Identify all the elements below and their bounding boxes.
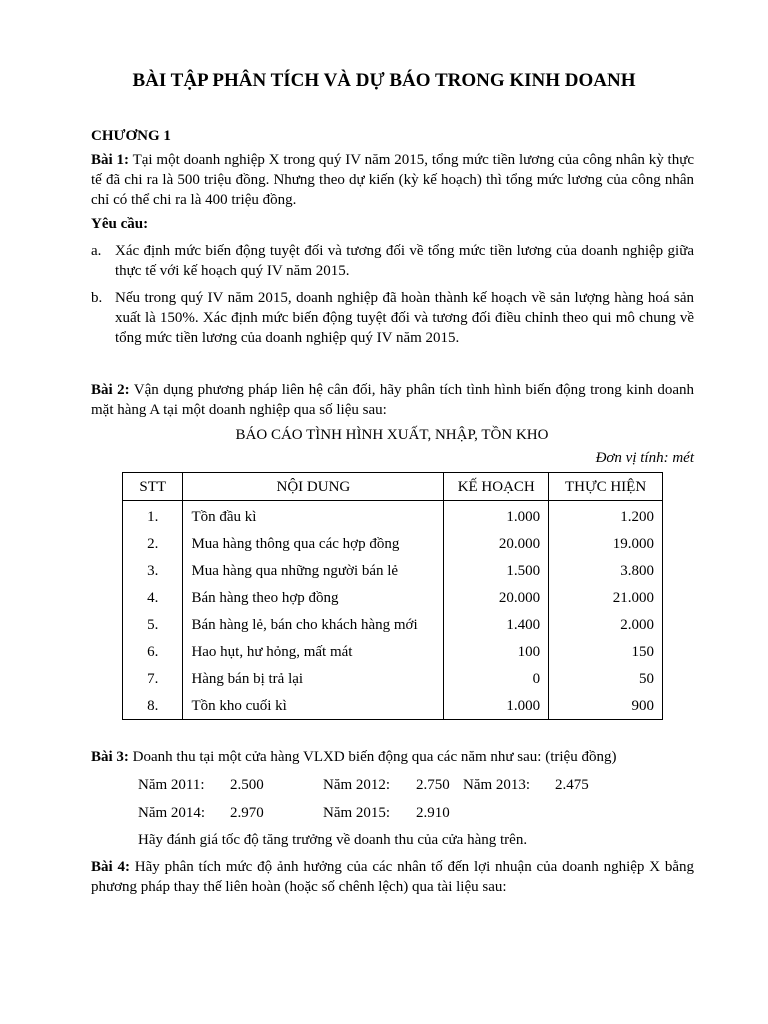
table-row [123, 638, 663, 665]
table-row [123, 557, 663, 584]
cell-content: Hao hụt, hư hỏng, mất mát [183, 638, 444, 665]
exercise-3-text: Doanh thu tại một cửa hàng VLXD biến động qua các năm như sau: (triệu đồng) [132, 749, 617, 765]
exercise-2-label: Bài 2: [91, 382, 130, 398]
exercise-4 [91, 857, 694, 897]
cell-stt: 3. [123, 557, 183, 584]
cell-content: Mua hàng thông qua các hợp đồng [183, 530, 444, 557]
requirement-a-text: Xác định mức biến động tuyệt đối và tương đối về tổng mức tiền lương của doanh nghiệp giữa thực tế với kế hoạch quý IV năm 2015. [115, 243, 694, 279]
header-plan: KẾ HOẠCH [444, 473, 549, 501]
cell-actual: 1.200 [549, 501, 663, 531]
exercise-2 [91, 380, 694, 420]
year-value: 2.970 [230, 805, 264, 821]
cell-actual: 150 [549, 638, 663, 665]
exercise-3-question: Hãy đánh giá tốc độ tăng trưởng về doanh thu của cửa hàng trên. [138, 832, 528, 848]
year-value: 2.910 [416, 805, 450, 821]
cell-actual: 900 [549, 692, 663, 720]
exercise-4-label: Bài 4: [91, 859, 130, 875]
document-title: BÀI TẬP PHÂN TÍCH VÀ DỰ BÁO TRONG KINH DOANH [132, 70, 636, 91]
cell-plan: 20.000 [444, 584, 549, 611]
year-value: 2.500 [230, 777, 264, 793]
cell-content: Hàng bán bị trả lại [183, 665, 444, 692]
requirement-a-marker: a. [91, 243, 102, 259]
header-stt: STT [123, 473, 183, 501]
cell-actual: 2.000 [549, 611, 663, 638]
cell-plan: 1.500 [444, 557, 549, 584]
year-label: Năm 2013: [463, 777, 531, 793]
table-row [123, 501, 663, 531]
chapter-heading: CHƯƠNG 1 [91, 128, 171, 144]
cell-stt: 6. [123, 638, 183, 665]
year-label: Năm 2012: [323, 777, 391, 793]
cell-stt: 5. [123, 611, 183, 638]
cell-actual: 3.800 [549, 557, 663, 584]
requirement-b-marker: b. [91, 290, 103, 306]
cell-stt: 8. [123, 692, 183, 720]
table-row [123, 584, 663, 611]
table-row [123, 530, 663, 557]
year-value: 2.750 [416, 777, 450, 793]
unit-note: Đơn vị tính: mét [595, 450, 694, 466]
table-row [123, 692, 663, 720]
exercise-1-label: Bài 1: [91, 152, 130, 168]
inventory-table [122, 472, 663, 720]
cell-stt: 2. [123, 530, 183, 557]
requirements-label: Yêu cầu: [91, 216, 149, 232]
cell-plan: 1.400 [444, 611, 549, 638]
cell-content: Tồn đầu kì [183, 501, 444, 531]
requirement-b-text: Nếu trong quý IV năm 2015, doanh nghiệp đã hoàn thành kế hoạch về sản lượng hàng hoá sản xuất là 150%. Xác định mức biến động tuyệt đối và tương đối điều chỉnh theo qui mô chung về tổng mức tiền lương của doanh nghiệp quý IV năm 2015. [115, 290, 694, 346]
exercise-2-text: Vận dụng phương pháp liên hệ cân đối, hãy phân tích tình hình biến động trong kinh doanh mặt hàng A tại một doanh nghiệp qua số liệu sau: [91, 382, 694, 418]
cell-content: Mua hàng qua những người bán lẻ [183, 557, 444, 584]
cell-plan: 0 [444, 665, 549, 692]
table-header-row [123, 473, 663, 501]
requirement-b [91, 288, 694, 348]
year-label: Năm 2011: [138, 777, 205, 793]
cell-actual: 50 [549, 665, 663, 692]
exercise-1-text: Tại một doanh nghiệp X trong quý IV năm 2015, tổng mức tiền lương của công nhân kỳ thực tế đã chi ra là 500 triệu đồng. Nhưng theo dự kiến (kỳ kế hoạch) thì tổng mức lương của công nhân chỉ có thể chi ra là 400 triệu đồng. [91, 152, 695, 208]
cell-content: Bán hàng lẻ, bán cho khách hàng mới [183, 611, 444, 638]
cell-plan: 20.000 [444, 530, 549, 557]
table-row [123, 665, 663, 692]
exercise-4-text: Hãy phân tích mức độ ảnh hưởng của các nhân tố đến lợi nhuận của doanh nghiệp X bằng phương pháp thay thế liên hoàn (hoặc số chênh lệch) qua tài liệu sau: [91, 859, 694, 895]
cell-stt: 7. [123, 665, 183, 692]
year-value: 2.475 [555, 777, 589, 793]
cell-plan: 1.000 [444, 692, 549, 720]
cell-actual: 21.000 [549, 584, 663, 611]
year-label: Năm 2014: [138, 805, 206, 821]
table-row [123, 611, 663, 638]
exercise-3-label: Bài 3: [91, 749, 129, 765]
requirement-a [91, 241, 694, 281]
cell-stt: 1. [123, 501, 183, 531]
exercise-1 [91, 150, 694, 210]
year-label: Năm 2015: [323, 805, 391, 821]
cell-content: Tồn kho cuối kì [183, 692, 444, 720]
header-content: NỘI DUNG [183, 473, 444, 501]
cell-plan: 1.000 [444, 501, 549, 531]
cell-stt: 4. [123, 584, 183, 611]
cell-content: Bán hàng theo hợp đồng [183, 584, 444, 611]
exercise-3 [91, 747, 616, 767]
cell-plan: 100 [444, 638, 549, 665]
cell-actual: 19.000 [549, 530, 663, 557]
header-actual: THỰC HIỆN [549, 473, 663, 501]
report-title: BÁO CÁO TÌNH HÌNH XUẤT, NHẬP, TỒN KHO [235, 427, 549, 443]
